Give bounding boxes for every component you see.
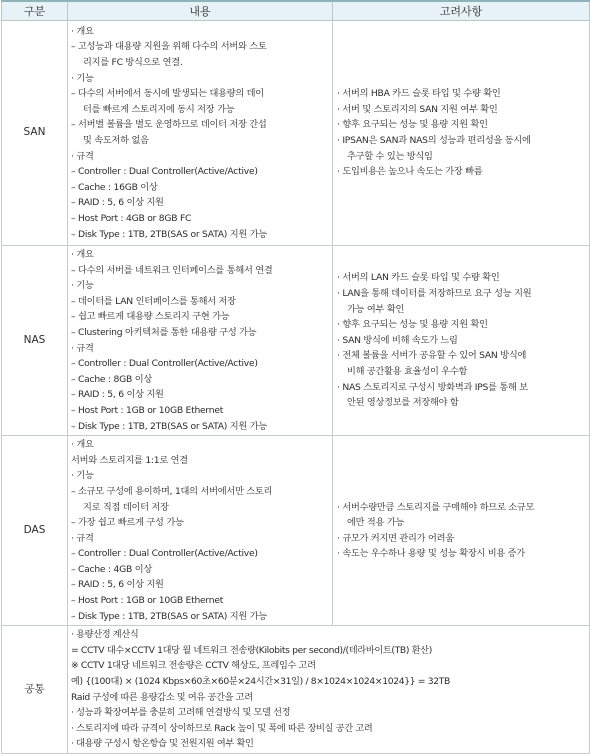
content-line: · 성능과 확장여부를 충분히 고려해 연결방식 및 모델 선정	[71, 707, 291, 719]
table-row-san	[2, 21, 590, 246]
content-line: – 가장 쉽고 빠르게 구성 가능	[71, 517, 184, 529]
row-considerations	[333, 246, 590, 436]
content-line: – Controller : Dual Controller(Active/Active)	[71, 166, 258, 178]
content-line: – 쉽고 빠르게 대용량 스토리지 구현 가능	[71, 311, 230, 323]
row-content	[68, 246, 333, 436]
content-line: · 개요	[71, 249, 94, 260]
content-line: – RAID : 5, 6 이상 지원	[71, 389, 164, 401]
content-line: – Host Port : 4GB or 8GB FC	[71, 212, 192, 224]
consideration-line: · 서버수량만큼 스토리지를 구매해야 하므로 소규모	[337, 501, 535, 513]
content-line: 및 속도저하 없음	[83, 135, 149, 146]
consideration-line: · 서버의 HBA 카드 슬롯 타입 및 수량 확인	[337, 88, 501, 100]
storage-comparison-table	[1, 0, 590, 754]
content-line: 터를 빠르게 스토리지에 동시 저장 가능	[83, 103, 235, 115]
content-line: · 기능	[71, 470, 94, 482]
table-row-das	[2, 436, 590, 626]
content-line: · 개요	[71, 25, 94, 37]
content-line: – RAID : 5, 6 이상 지원	[71, 579, 164, 591]
content-line: – 서버별 볼륨을 별도 운영하므로 데이터 저장 간섭	[71, 119, 267, 131]
content-line: ※ CCTV 1대당 네트워크 전송량은 CCTV 해상도, 프레임수 고려	[71, 660, 316, 672]
header-category: 구분	[2, 1, 68, 21]
header-considerations: 고려사항	[333, 1, 590, 21]
header-content: 내용	[68, 1, 333, 21]
consideration-line: · 규모가 커지면 관리가 어려움	[337, 532, 454, 544]
consideration-line: 에만 적용 가능	[347, 517, 405, 529]
row-category: SAN	[2, 21, 68, 246]
table-header-row	[2, 1, 590, 21]
consideration-line: 안된 영상정보를 저장해야 함	[347, 397, 459, 409]
content-line: – Disk Type : 1TB, 2TB(SAS or SATA) 지원 가능	[71, 610, 267, 622]
content-line: · 대용량 구성시 항온항습 및 전원지원 여부 확인	[71, 738, 254, 750]
content-line: – Clustering 아키텍처를 통한 대용량 구성 가능	[71, 326, 257, 338]
content-line: – Controller : Dual Controller(Active/Active)	[71, 358, 258, 370]
content-line: · 규격	[71, 342, 94, 354]
consideration-line: · SAN 방식에 비해 속도가 느림	[337, 334, 458, 346]
table-row-nas	[2, 246, 590, 436]
row-content	[68, 436, 333, 626]
content-line: – RAID : 5, 6 이상 지원	[71, 197, 164, 209]
row-considerations	[333, 21, 590, 246]
content-line: – 고성능과 대용량 지원을 위해 다수의 서버와 스토	[71, 41, 267, 53]
content-line: · 개요	[71, 439, 94, 451]
consideration-line: · LAN을 통해 데이터를 저장하므로 요구 성능 지원	[337, 287, 532, 299]
content-line: = CCTV 대수×CCTV 1대당 월 네트워크 전송량(Kilobits per second)/(테라바이트(TB) 환산)	[71, 644, 432, 656]
content-line: – Host Port : 1GB or 10GB Ethernet	[71, 404, 224, 416]
row-category: DAS	[2, 436, 68, 626]
consideration-line: · 서버 및 스토리지의 SAN 지원 여부 확인	[337, 103, 498, 115]
content-line: · 규격	[71, 150, 94, 162]
content-line: – Cache : 16GB 이상	[71, 181, 158, 193]
content-line: 서버와 스토리지를 1:1로 연결	[71, 454, 188, 466]
content-line: – Disk Type : 1TB, 2TB(SAS or SATA) 지원 가능	[71, 420, 267, 432]
consideration-line: · 서버의 LAN 카드 슬롯 타입 및 수량 확인	[337, 272, 500, 284]
content-line: – 소규모 구성에 용이하며, 1대의 서버에서만 스토리	[71, 485, 273, 497]
content-line: 예) {(100대) × (1024 Kbps×60초×60분×24시간×31일) / 8×1024×1024×1024}} = 32TB	[71, 676, 450, 688]
content-line: · 기능	[71, 280, 94, 292]
content-line: · 스토리지에 따라 규격이 상이하므로 Rack 높이 및 폭에 따른 장비실 공간 고려	[71, 722, 373, 734]
consideration-line: · NAS 스토리지로 구성시 방화벽과 IPS를 통해 보	[337, 381, 528, 393]
consideration-line: · IPSAN은 SAN과 NAS의 성능과 편리성을 동시에	[337, 135, 531, 146]
content-line: · 규격	[71, 532, 94, 544]
consideration-line: 가능 여부 확인	[347, 303, 405, 315]
row-category: 공통	[2, 626, 68, 754]
consideration-line: · 도입비용은 높으나 속도는 가장 빠름	[337, 166, 483, 178]
content-line: – 데이터를 LAN 인터페이스를 통해서 저장	[71, 295, 236, 307]
content-line: – Controller : Dual Controller(Active/Active)	[71, 548, 258, 560]
consideration-line: · 속도는 우수하나 용량 및 성능 확장시 비용 증가	[337, 548, 525, 560]
content-line: · 기능	[71, 72, 94, 84]
content-line: · 용량산정 계산식	[71, 629, 139, 641]
row-content	[68, 626, 590, 754]
content-line: 지로 직접 데이터 저장	[83, 501, 169, 513]
content-line: Raid 구성에 따른 용량감소 및 여유 공간을 고려	[71, 691, 253, 703]
consideration-line: · 전체 볼륨을 서버가 공유할 수 있어 SAN 방식에	[337, 350, 527, 362]
table-row-common	[2, 626, 590, 754]
row-content	[68, 21, 333, 246]
content-line: – Cache : 8GB 이상	[71, 373, 152, 385]
consideration-line: · 향후 요구되는 성능 및 용량 지원 확인	[337, 319, 488, 331]
content-line: – Host Port : 1GB or 10GB Ethernet	[71, 595, 224, 607]
content-line: 리지를 FC 방식으로 연결.	[83, 57, 183, 69]
consideration-line: 비해 공간활용 효율성이 우수함	[347, 365, 468, 377]
content-line: – 다수의 서버에서 동시에 발생되는 대용량의 데이	[71, 88, 264, 100]
content-line: – 다수의 서버를 네트워크 인터페이스를 통해서 연결	[71, 264, 273, 276]
consideration-line: · 향후 요구되는 성능 및 용량 지원 확인	[337, 119, 488, 131]
content-line: – Cache : 4GB 이상	[71, 563, 152, 575]
consideration-line: 추구할 수 있는 방식임	[347, 150, 433, 162]
row-category: NAS	[2, 246, 68, 436]
row-considerations	[333, 436, 590, 626]
content-line: – Disk Type : 1TB, 2TB(SAS or SATA) 지원 가능	[71, 228, 267, 240]
